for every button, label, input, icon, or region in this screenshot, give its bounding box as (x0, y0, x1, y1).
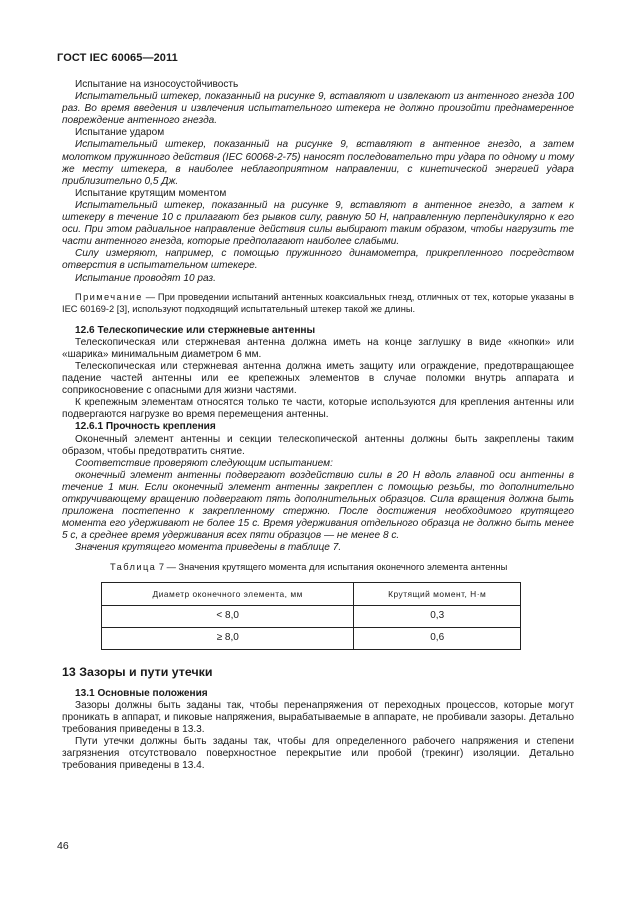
table-header-diameter: Диаметр оконечного элемента, мм (102, 582, 354, 605)
table-caption (110, 561, 530, 573)
paragraph: Оконечный элемент антенны и секции телескопической антенны должны быть закреплены таким образом, чтобы предотвратить снятие. (62, 433, 574, 457)
page-number: 46 (57, 840, 69, 852)
section-heading-12-6-1: 12.6.1 Прочность крепления (75, 421, 216, 433)
paragraph: Испытательный штекер, показанный на рисунке 9, вставляют и извлекают из антенного гнезда 100 раз. Во время введения и извлечения испытательного штекера не должно произойти преднамеренное повреждение антенного гнезда. (62, 91, 574, 127)
table-cell-torque: 0,6 (354, 627, 521, 649)
paragraph: Испытательный штекер, показанный на рисунке 9, вставляют в антенное гнездо, а затем молотком пружинного действия (IEC 60068-2-75) наносят последовательно три удара по одному и тому же месту штекера, в наиболее неблагоприятном направлении, с кинетической энергией удара приблизительно 0,5 Дж. (62, 139, 574, 187)
test-heading-wear: Испытание на износоустойчивость (75, 79, 239, 90)
paragraph: Телескопическая или стержневая антенна должна иметь защиту или ограждение, предотвращающее падение частей антенны или ее крепежных элементов в случае поломки внутрь аппарата и соприкосновение с опасными для жизни частями. (62, 360, 574, 397)
note (62, 291, 574, 316)
paragraph: Значения крутящего момента приведены в таблице 7. (75, 542, 342, 554)
section-heading-12-6: 12.6 Телескопические или стержневые антенны (75, 324, 316, 336)
table-caption-label: Таблица (110, 562, 157, 573)
table-row (102, 627, 521, 649)
paragraph: оконечный элемент антенны подвергают воздействию силы в 20 Н вдоль главной оси антенны в течение 1 мин. Если оконечный элемент антенны закреплен с помощью резьбы, то дополнительно откручивающему вращению подвергают пять дополнительных образцов. Сила вращения должна быть приложена постепенно к закрепленному стержню. После достижения необходимого крутящего момента его удерживают не более 15 с. Время удерживания отдельного образца не должно быть менее 5 с, а среднее время удерживания всех пяти образцов — не менее 8 с. (62, 469, 574, 542)
paragraph: К крепежным элементам относятся только те части, которые используются для крепления антенны или подвергаются нагрузке во время перемещения антенны. (62, 397, 574, 421)
document-code-header: ГОСТ IEC 60065—2011 (57, 52, 178, 64)
paragraph: Зазоры должны быть заданы так, чтобы перенапряжения от переходных процессов, которые могут проникать в аппарат, и пиковые напряжения, вырабатываемые в аппарате, не пробивали зазоры. Детально требования приведены в 13.3. (62, 699, 574, 736)
paragraph: Испытательный штекер, показанный на рисунке 9, вставляют в антенное гнездо, а затем к штекеру в течение 10 с прилагают без рывков силу, равную 50 Н, направленную перпендикулярно к его оси. При этом радиальное направление действия силы выбирают таким образом, чтобы нагрузить те части антенного гнезда, которые предполагают наиболее слабыми. (62, 199, 574, 248)
paragraph: Соответствие проверяют следующим испытанием: (75, 457, 333, 469)
document-body (62, 79, 574, 772)
table-header-torque: Крутящий момент, Н·м (354, 582, 521, 605)
table-caption-text: 7 — Значения крутящего момента для испытания оконечного элемента антенны (156, 562, 508, 573)
section-title-13: 13 Зазоры и пути утечки (62, 664, 213, 679)
table-cell-torque: 0,3 (354, 605, 521, 627)
paragraph: Силу измеряют, например, с помощью пружинного динамометра, прикрепленного посредством отверстия в испытательном штекере. (62, 248, 574, 272)
torque-table (101, 582, 521, 650)
table-header-row (102, 582, 521, 605)
paragraph: Испытание проводят 10 раз. (75, 272, 216, 284)
paragraph: Телескопическая или стержневая антенна должна иметь на конце заглушку в виде «кнопки» или «шарика» минимальным диаметром 6 мм. (62, 336, 574, 360)
table-cell-diameter: < 8,0 (102, 605, 354, 627)
note-text: — При проведении испытаний антенных коаксиальных гнезд, отличных от тех, которые указаны в IEC 60169-2 [3], используют подходящий испытательный штекер такой же длины. (62, 291, 574, 314)
note-label: Примечание (75, 291, 143, 302)
test-heading-torque: Испытание крутящим моментом (75, 187, 227, 199)
test-heading-impact: Испытание ударом (75, 127, 165, 139)
table-row (102, 605, 521, 627)
section-heading-13-1: 13.1 Основные положения (75, 687, 208, 699)
table-cell-diameter: ≥ 8,0 (102, 627, 354, 649)
paragraph: Пути утечки должны быть заданы так, чтобы для определенного рабочего напряжения и степени загрязнения отсутствовало поверхностное перекрытие или пробой (трекинг) изоляции. Детально требования приведены в 13.4. (62, 736, 574, 772)
